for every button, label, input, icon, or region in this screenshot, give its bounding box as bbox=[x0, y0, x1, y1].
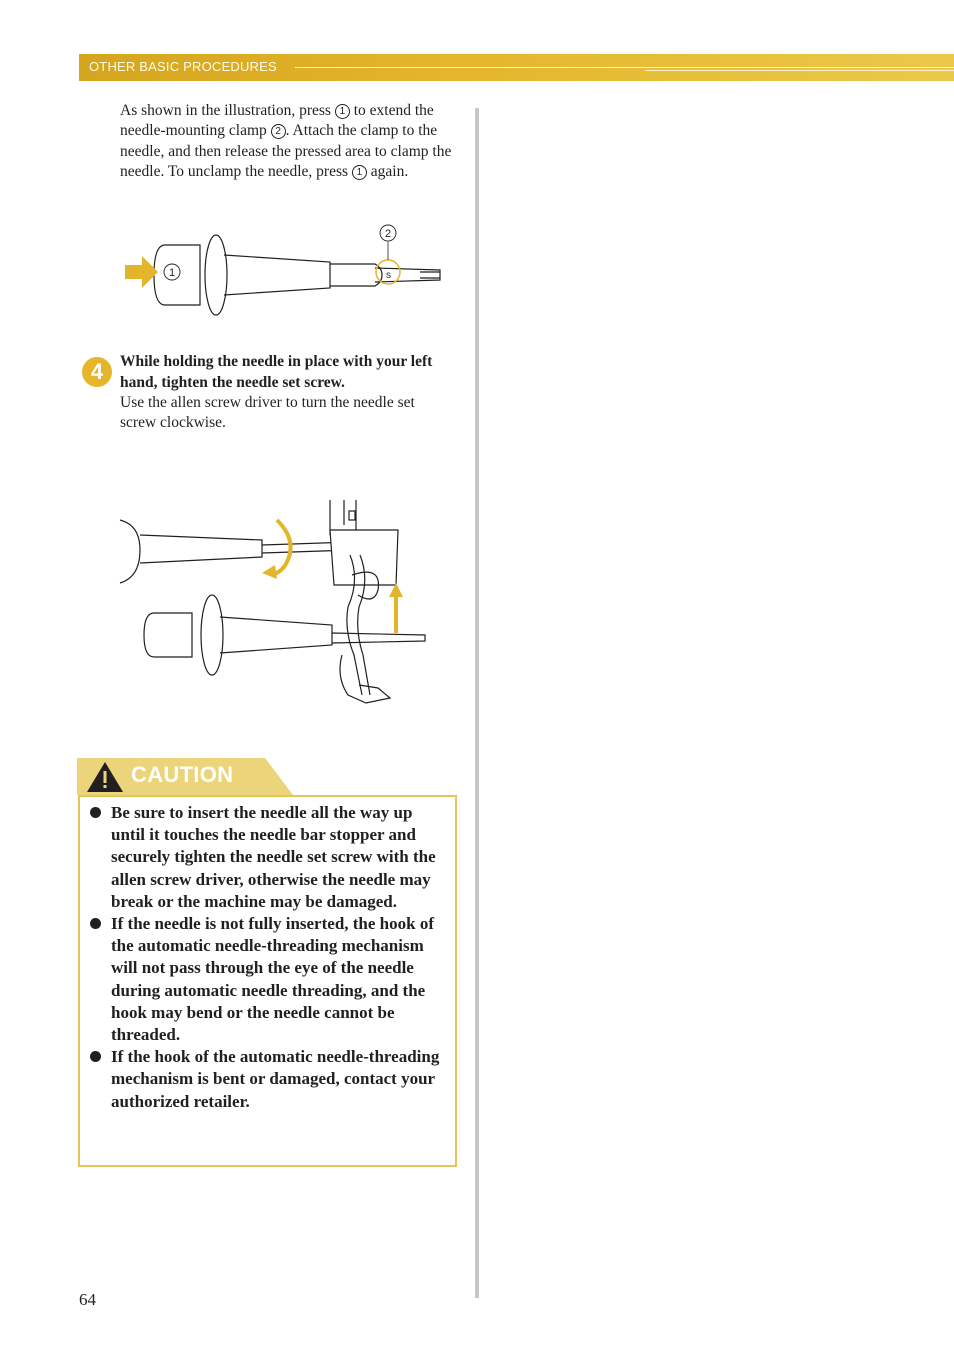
step-number-badge: 4 bbox=[82, 357, 112, 387]
svg-text:s: s bbox=[386, 270, 391, 281]
step-detail: Use the allen screw driver to turn the needle set screw clockwise. bbox=[120, 394, 415, 432]
header-rule bbox=[295, 67, 954, 68]
callout-2-label: 2 bbox=[384, 228, 392, 240]
callout-ref-2: 2 bbox=[271, 124, 286, 139]
intro-text-4: again. bbox=[366, 162, 409, 180]
arrow-right-icon bbox=[125, 256, 158, 288]
intro-paragraph bbox=[120, 101, 458, 182]
bullet-icon bbox=[90, 918, 101, 929]
caution-list bbox=[90, 802, 446, 1113]
header-rule-secondary bbox=[645, 70, 954, 71]
intro-text-1: As shown in the illustration, press bbox=[120, 102, 335, 119]
needle-clamp-illustration bbox=[120, 220, 450, 320]
intro-text-2: to extend the needle-mounting clamp bbox=[120, 102, 434, 140]
tighten-screw-illustration bbox=[112, 495, 442, 710]
caution-item: Be sure to insert the needle all the way up until it touches the needle bar stopper and securely tighten the needle set screw with the allen screw driver, otherwise the needle may break or the machine may be damaged. bbox=[90, 802, 446, 913]
page-number: 64 bbox=[79, 1290, 96, 1309]
bullet-icon bbox=[90, 1051, 101, 1062]
caution-title: CAUTION bbox=[131, 762, 234, 787]
section-header-band bbox=[79, 54, 954, 81]
callout-ref-3: 1 bbox=[352, 165, 367, 180]
clockwise-arrow-icon bbox=[262, 565, 277, 579]
caution-item: If the needle is not fully inserted, the hook of the automatic needle-threading mechanism will not pass through the eye of the needle during automatic needle threading, and the hook may bend or the needle cannot be threaded. bbox=[90, 913, 446, 1046]
column-divider bbox=[475, 108, 479, 1298]
callout-1-label: 1 bbox=[168, 267, 176, 279]
bullet-icon bbox=[90, 807, 101, 818]
section-title: OTHER BASIC PROCEDURES bbox=[89, 59, 277, 74]
intro-text-3: . Attach the clamp to the needle, and then release the pressed area to clamp the needle. To unclamp the needle, press bbox=[120, 122, 452, 180]
callout-ref-1: 1 bbox=[335, 104, 350, 119]
caution-item: If the hook of the automatic needle-threading mechanism is bent or damaged, contact your authorized retailer. bbox=[90, 1046, 446, 1113]
step-instruction: While holding the needle in place with your left hand, tighten the needle set screw. bbox=[120, 353, 433, 391]
